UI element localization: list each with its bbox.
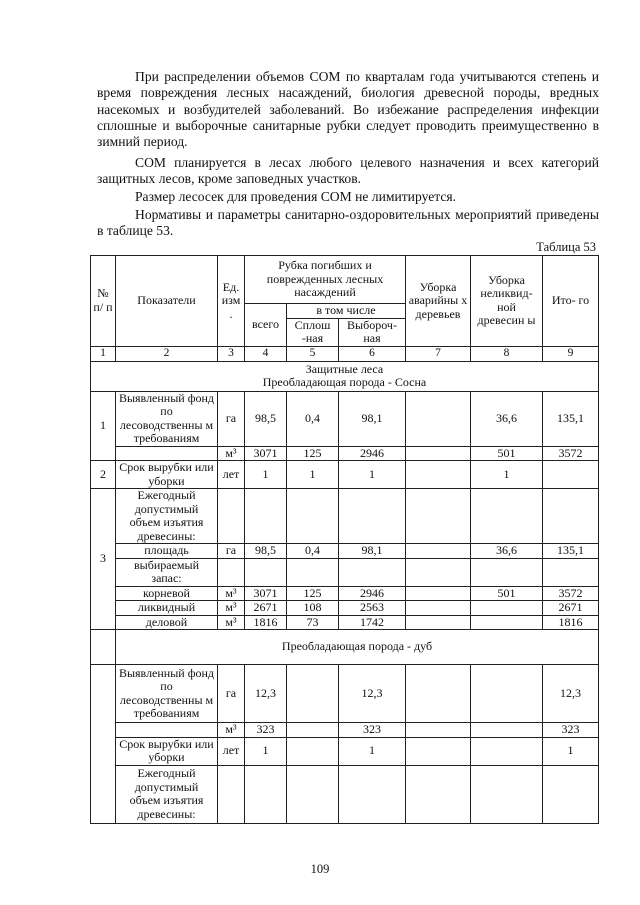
unit: м³ bbox=[218, 446, 245, 461]
value-all: 98,5 bbox=[245, 544, 287, 559]
value-emergency bbox=[406, 489, 471, 544]
value-emergency bbox=[406, 615, 471, 630]
value-selective bbox=[339, 558, 406, 586]
value-all: 1 bbox=[245, 737, 287, 765]
table-row bbox=[91, 601, 599, 616]
value-selective bbox=[339, 489, 406, 544]
table-row bbox=[91, 723, 599, 738]
row-number: 1 bbox=[91, 391, 116, 461]
value-total: 1 bbox=[543, 737, 599, 765]
value-selective: 98,1 bbox=[339, 391, 406, 446]
row-number: 2 bbox=[91, 461, 116, 489]
table-row bbox=[91, 489, 599, 544]
section2-subtitle: Преобладающая порода - дуб bbox=[116, 630, 599, 665]
value-emergency bbox=[406, 558, 471, 586]
table-row bbox=[91, 391, 599, 446]
header-num: № п/ п bbox=[91, 256, 116, 347]
value-selective: 2563 bbox=[339, 601, 406, 616]
indicator-name: Выявленный фонд по лесоводственны м требованиям bbox=[116, 391, 218, 446]
value-total: 2671 bbox=[543, 601, 599, 616]
section2-rows bbox=[91, 665, 599, 824]
unit: м³ bbox=[218, 601, 245, 616]
value-all bbox=[245, 765, 287, 823]
header-total-all: всего bbox=[245, 304, 287, 347]
table-row bbox=[91, 446, 599, 461]
value-clear bbox=[287, 665, 339, 723]
value-emergency bbox=[406, 586, 471, 601]
value-clear bbox=[287, 765, 339, 823]
value-emergency bbox=[406, 765, 471, 823]
col-number: 1 bbox=[91, 346, 116, 361]
value-illiquid bbox=[471, 489, 543, 544]
header-indicators: Показатели bbox=[116, 256, 218, 347]
value-illiquid bbox=[471, 665, 543, 723]
unit bbox=[218, 489, 245, 544]
value-selective: 2946 bbox=[339, 446, 406, 461]
value-illiquid bbox=[471, 765, 543, 823]
paragraph-2: СОМ планируется в лесах любого целевого назначения и всех категорий защитных лесов, кроме заповедных участков. bbox=[97, 155, 599, 187]
value-all: 323 bbox=[245, 723, 287, 738]
value-total: 135,1 bbox=[543, 391, 599, 446]
value-illiquid bbox=[471, 737, 543, 765]
value-total: 135,1 bbox=[543, 544, 599, 559]
value-selective: 1 bbox=[339, 737, 406, 765]
value-clear: 108 bbox=[287, 601, 339, 616]
table-caption: Таблица 53 bbox=[536, 240, 596, 254]
section1-title-cell bbox=[91, 361, 599, 391]
unit: м³ bbox=[218, 723, 245, 738]
unit: га bbox=[218, 391, 245, 446]
value-emergency bbox=[406, 601, 471, 616]
col-number: 7 bbox=[406, 346, 471, 361]
value-all bbox=[245, 489, 287, 544]
value-illiquid bbox=[471, 601, 543, 616]
header-incl: в том числе bbox=[287, 304, 406, 319]
value-total: 323 bbox=[543, 723, 599, 738]
col-number: 6 bbox=[339, 346, 406, 361]
value-total bbox=[543, 461, 599, 489]
value-selective bbox=[339, 765, 406, 823]
value-all: 2671 bbox=[245, 601, 287, 616]
value-clear: 125 bbox=[287, 586, 339, 601]
norms-table bbox=[90, 255, 599, 824]
indicator-name bbox=[116, 446, 218, 461]
header-felling: Рубка погибших и поврежденных лесных насаждений bbox=[245, 256, 406, 304]
value-emergency bbox=[406, 737, 471, 765]
col-number: 4 bbox=[245, 346, 287, 361]
unit: лет bbox=[218, 461, 245, 489]
value-all: 1816 bbox=[245, 615, 287, 630]
section2-header-row bbox=[91, 630, 599, 665]
table-row bbox=[91, 586, 599, 601]
header-unit: Ед. изм . bbox=[218, 256, 245, 347]
row-number: 3 bbox=[91, 489, 116, 630]
value-total bbox=[543, 489, 599, 544]
table-row bbox=[91, 544, 599, 559]
value-illiquid bbox=[471, 558, 543, 586]
value-emergency bbox=[406, 391, 471, 446]
table-row bbox=[91, 461, 599, 489]
value-emergency bbox=[406, 665, 471, 723]
value-clear bbox=[287, 737, 339, 765]
indicator-name: ликвидный bbox=[116, 601, 218, 616]
value-illiquid bbox=[471, 723, 543, 738]
value-clear: 1 bbox=[287, 461, 339, 489]
value-total: 12,3 bbox=[543, 665, 599, 723]
value-all bbox=[245, 558, 287, 586]
header-emergency: Уборка аварийны х деревьев bbox=[406, 256, 471, 347]
page-number: 109 bbox=[310, 862, 330, 876]
header-selective: Выбороч- ная bbox=[339, 318, 406, 346]
value-selective: 98,1 bbox=[339, 544, 406, 559]
header-total: Ито- го bbox=[543, 256, 599, 347]
indicator-name: Ежегодный допустимый объем изъятия древесины: bbox=[116, 489, 218, 544]
col-number: 8 bbox=[471, 346, 543, 361]
value-illiquid: 501 bbox=[471, 446, 543, 461]
value-selective: 2946 bbox=[339, 586, 406, 601]
unit bbox=[218, 558, 245, 586]
section2-blank-cell bbox=[91, 630, 116, 665]
value-clear bbox=[287, 489, 339, 544]
value-total bbox=[543, 765, 599, 823]
indicator-name: площадь bbox=[116, 544, 218, 559]
indicator-name bbox=[116, 723, 218, 738]
value-illiquid bbox=[471, 615, 543, 630]
indicator-name: Срок вырубки или уборки bbox=[116, 737, 218, 765]
indicator-name: Срок вырубки или уборки bbox=[116, 461, 218, 489]
value-illiquid: 36,6 bbox=[471, 544, 543, 559]
indicator-name: Ежегодный допустимый объем изъятия древесины: bbox=[116, 765, 218, 823]
indicator-name: Выявленный фонд по лесоводственны м требованиям bbox=[116, 665, 218, 723]
unit: лет bbox=[218, 737, 245, 765]
table-row bbox=[91, 665, 599, 723]
value-all: 1 bbox=[245, 461, 287, 489]
paragraph-3: Размер лесосек для проведения СОМ не лимитируется. bbox=[135, 189, 457, 204]
value-clear bbox=[287, 558, 339, 586]
value-total: 3572 bbox=[543, 586, 599, 601]
value-total bbox=[543, 558, 599, 586]
unit: м³ bbox=[218, 615, 245, 630]
paragraph-4: Нормативы и параметры санитарно-оздоровительных мероприятий приведены в таблице 53. bbox=[97, 207, 599, 239]
header-illiquid: Уборка неликвид- ной древесин ы bbox=[471, 256, 543, 347]
unit: м³ bbox=[218, 586, 245, 601]
indicator-name: выбираемый запас: bbox=[116, 558, 218, 586]
value-total: 3572 bbox=[543, 446, 599, 461]
col-number: 5 bbox=[287, 346, 339, 361]
unit: га bbox=[218, 665, 245, 723]
unit: га bbox=[218, 544, 245, 559]
value-illiquid: 1 bbox=[471, 461, 543, 489]
value-emergency bbox=[406, 544, 471, 559]
indicator-name: корневой bbox=[116, 586, 218, 601]
header-clear: Сплош -ная bbox=[287, 318, 339, 346]
value-all: 12,3 bbox=[245, 665, 287, 723]
value-clear: 0,4 bbox=[287, 544, 339, 559]
section1-subtitle: Преобладающая порода - Сосна bbox=[262, 375, 427, 389]
value-all: 3071 bbox=[245, 586, 287, 601]
table-row bbox=[91, 558, 599, 586]
paragraph-1: При распределении объемов СОМ по кварталам года учитываются степень и время повреждения лесных насаждений, биология древесной породы, вредных насекомых и возбудителей заболеваний. Во избежание распределения инфекции сплошные и выборочные санитарные рубки следует проводить преимущественно в зимний период. bbox=[97, 69, 599, 150]
indicator-name: деловой bbox=[116, 615, 218, 630]
value-total: 1816 bbox=[543, 615, 599, 630]
value-emergency bbox=[406, 446, 471, 461]
value-clear: 0,4 bbox=[287, 391, 339, 446]
value-selective: 12,3 bbox=[339, 665, 406, 723]
value-selective: 1742 bbox=[339, 615, 406, 630]
value-illiquid: 501 bbox=[471, 586, 543, 601]
row-number bbox=[91, 665, 116, 824]
section1-header-row bbox=[91, 361, 599, 391]
col-number: 9 bbox=[543, 346, 599, 361]
value-all: 3071 bbox=[245, 446, 287, 461]
unit bbox=[218, 765, 245, 823]
table-row bbox=[91, 615, 599, 630]
value-clear: 125 bbox=[287, 446, 339, 461]
section1-title: Защитные леса bbox=[305, 361, 384, 376]
value-illiquid: 36,6 bbox=[471, 391, 543, 446]
value-emergency bbox=[406, 723, 471, 738]
col-number: 2 bbox=[116, 346, 218, 361]
value-clear bbox=[287, 723, 339, 738]
value-clear: 73 bbox=[287, 615, 339, 630]
value-all: 98,5 bbox=[245, 391, 287, 446]
value-emergency bbox=[406, 461, 471, 489]
table-row bbox=[91, 765, 599, 823]
column-numbers-row bbox=[91, 346, 599, 361]
table-row bbox=[91, 737, 599, 765]
col-number: 3 bbox=[218, 346, 245, 361]
value-selective: 1 bbox=[339, 461, 406, 489]
section1-rows bbox=[91, 391, 599, 630]
value-selective: 323 bbox=[339, 723, 406, 738]
